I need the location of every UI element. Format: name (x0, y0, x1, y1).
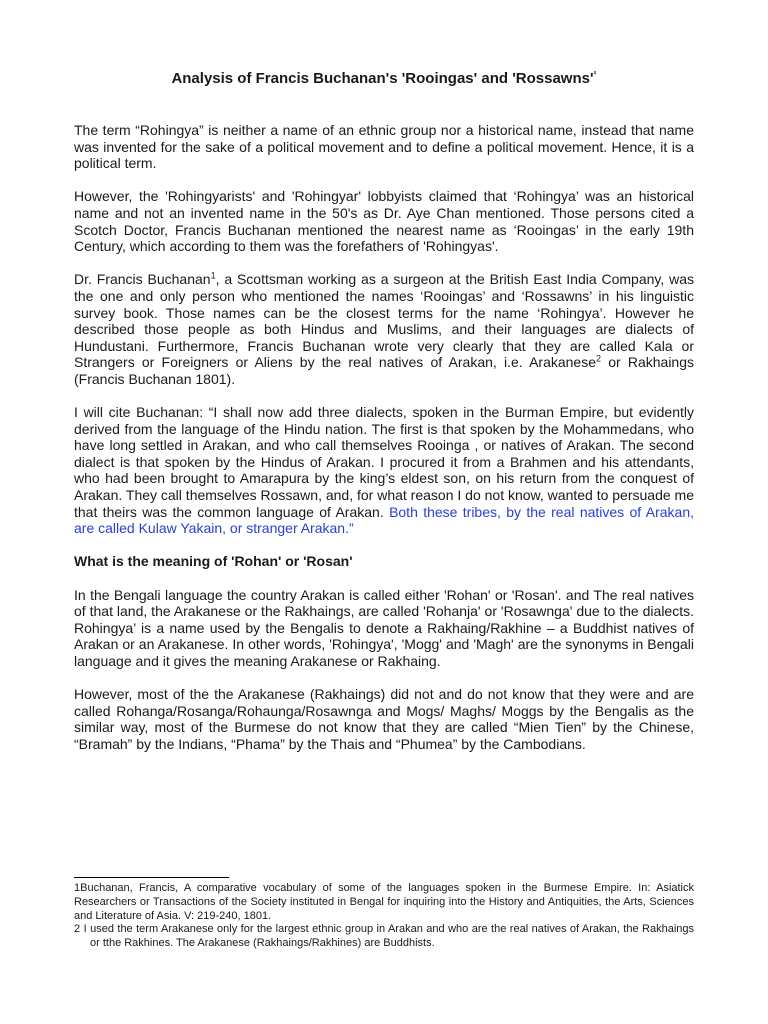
footnote-ref-2: 2 (596, 353, 602, 364)
title-footnote-mark: ¹ (593, 69, 597, 79)
paragraph-3: Dr. Francis Buchanan$^1$, a Scottsman working as a surgeon at the British East India Company, was the one and only person who mentioned the names ‘Rooingas’ and ‘Rossawns’ in his linguistic survey book. Those names can be the closest terms for the name ‘Rohingya’. However he described those people as both Hindus and Muslims, and their languages are dialects of Hundustani. Furthermore, Francis Buchanan wrote very clearly that they are called Kala or Strangers or Foreigners or Aliens by the real natives of Arakan, i.e. Arakanese$^2$ or Rakhaings (Francis Buchanan 1801). (74, 270, 695, 387)
footnote-1: 1Buchanan, Francis, A comparative vocabulary of some of the languages spoken in the Burmese Empire. In: Asiatick Researchers or Transactions of the Society instituted in Bengal for inquiring into the History and Antiquities, the Arts, Sciences and Literature of Asia. V: 219-240, 1801. (74, 882, 694, 922)
footnote-2: 2 I used the term Arakanese only for the largest ethnic group in Arakan and who are the real natives of Arakan, the Rakhaings or tthe Rakhines. The Arakanese (Rakhaings/Rakhines) are Buddhists. (74, 923, 694, 950)
footnotes (74, 882, 694, 951)
paragraph-1: The term “Rohingya” is neither a name of an ethnic group nor a historical name, instead that name was invented for the sake of a political movement and to define a political movement. Hence, it is a political term. (74, 122, 694, 172)
footnote-divider (74, 877, 229, 878)
paragraph-5: In the Bengali language the country Arakan is called either 'Rohan' or 'Rosan'. and The real natives of that land, the Arakanese or the Rakhaings, are called 'Rohanja' or 'Rosawnga' due to the dialects. Rohingya’ is a name used by the Bengalis to denote a Rakhaing/Rakhine – a Buddhist natives of Arakan or an Arakanese. In other words, 'Rohingya', 'Mogg' and 'Magh' are the synonyms in Bengali language and it gives the meaning Arakanese or Rakhaing. (74, 586, 694, 669)
document-body (74, 122, 694, 769)
paragraph-6: However, most of the the Arakanese (Rakhaings) did not and do not know that they were and are called Rohanga/Rosanga/Rohaunga/Rosawnga and Mogs/ Maghs/ Moggs by the Bengalis as the similar way, most of the Burmese do not know that they are called “Mien Tien” by the Chinese, “Bramah” by the Indians, “Phama” by the Thais and “Phumea” by the Cambodians. (74, 686, 694, 752)
paragraph-2: However, the 'Rohingyarists' and 'Rohingyar' lobbyists claimed that ‘Rohingya’ was an historical name and not an invented name in the 50's as Dr. Aye Chan mentioned. Those persons cited a Scotch Doctor, Francis Buchanan mentioned the nearest name as ‘Rooingas’ in the early 19th Century, which according to them was the forefathers of 'Rohingyas'. (74, 188, 694, 255)
section-heading: What is the meaning of 'Rohan' or 'Rosan' (74, 553, 353, 570)
highlighted-quote: Both these tribes, by the real natives of Arakan, are called Kulaw Yakain, or stranger Arakan.” (74, 503, 694, 537)
document-title: Analysis of Francis Buchanan's 'Rooingas' and '$Rossawns'^{^1}$ (171, 69, 597, 87)
footnote-ref-1: 1 (210, 270, 216, 281)
paragraph-4-quote: I will cite Buchanan: “I shall now add three dialects, spoken in the Burman Empire, but evidently derived from the language of the Hindu nation. The first is that spoken by the Mohammedans, who have long settled in Arakan, and who call themselves Rooinga , or natives of Arakan. The second dialect is that spoken by the Hindus of Arakan. I procured it from a Brahmen and his attendants, who had been brought to Amarapura by the king’s eldest son, on his return from the conquest of Arakan. They call themselves Rossawn, and, for what reason I do not know, wanted to persuade me that theirs was the common language of Arakan. Both these tribes, by the real natives of Arakan, are called Kulaw Yakain, or stranger Arakan.” (74, 404, 694, 537)
